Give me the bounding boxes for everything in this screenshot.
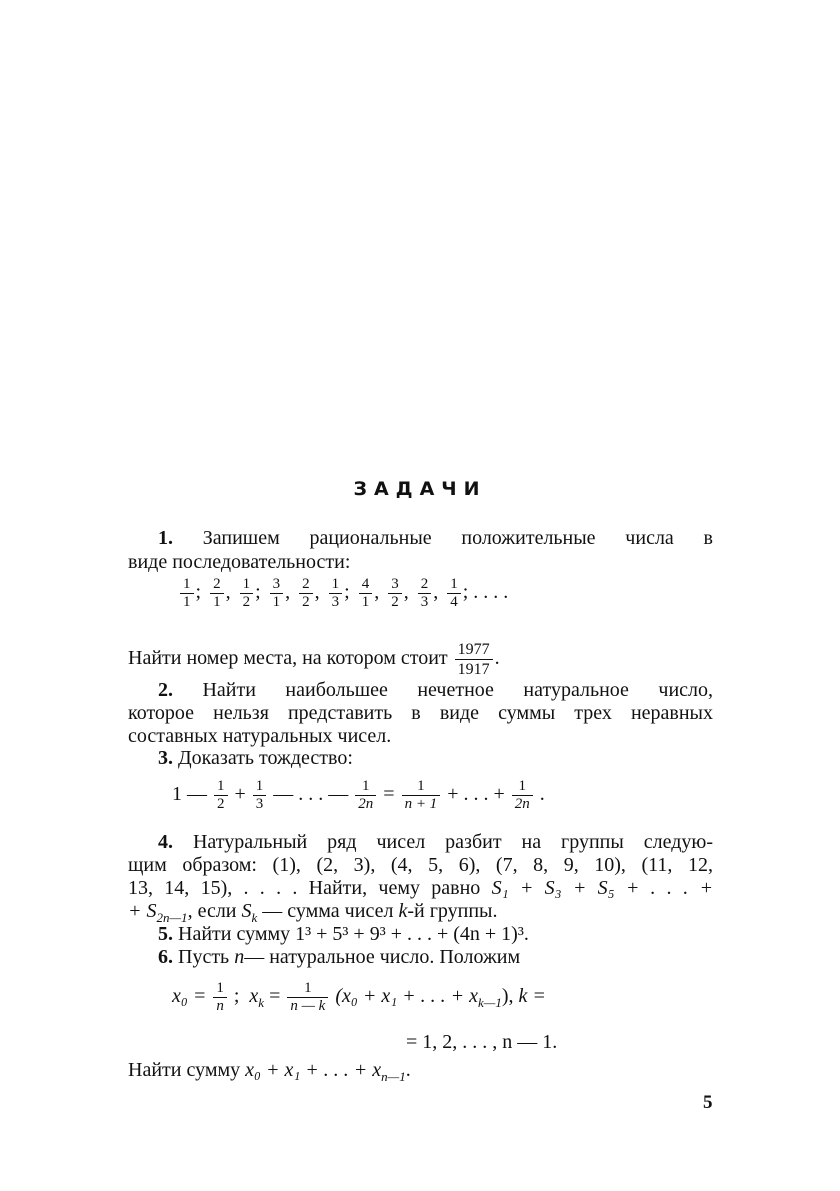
target-fraction — [455, 640, 493, 679]
separator: ; — [195, 581, 202, 604]
numerator: 3 — [391, 576, 399, 592]
sum-last-term: + S — [128, 900, 157, 922]
separator: ; — [344, 581, 350, 604]
s-symbol: S — [241, 900, 252, 922]
subscript: n—1 — [381, 1069, 406, 1084]
problem-3-number: 3. — [158, 747, 173, 769]
page-number: 5 — [703, 1092, 713, 1113]
denominator: n — [213, 997, 227, 1015]
sequence-fraction — [299, 576, 313, 611]
sum-parenthesis: (x₀ + x₁ + . . . + x — [335, 985, 479, 1008]
denominator: n + 1 — [402, 795, 441, 813]
denominator: 3 — [418, 593, 432, 611]
sequence-fraction — [180, 576, 194, 611]
sequence-fraction — [240, 576, 254, 611]
recurrence-continuation: = 1, 2, . . . , n — 1. — [406, 1031, 558, 1053]
numerator: 1 — [362, 778, 370, 794]
subscript: k — [251, 910, 258, 925]
separator: , — [433, 581, 439, 604]
numerator: 2 — [213, 576, 221, 592]
problem-2-line-2: которое нельзя представить в виде суммы трех неравных — [128, 702, 713, 724]
sequence-fraction — [210, 576, 224, 611]
text-group: -й группы. — [407, 900, 498, 922]
sequence-fraction — [359, 576, 373, 611]
denominator: 2n — [512, 795, 533, 813]
text-sum: — сумма чисел — [262, 900, 394, 922]
fraction-denominator: 1917 — [455, 659, 493, 679]
problem-6-number: 6. — [158, 946, 173, 968]
denominator: 4 — [447, 593, 461, 611]
problem-1-line-3 — [128, 640, 500, 679]
paren-close: ), — [501, 985, 514, 1008]
numerator: 1 — [331, 576, 340, 592]
denominator: 1 — [210, 593, 224, 611]
problem-4-line-3 — [128, 876, 713, 900]
recurrence-formula — [172, 980, 546, 1015]
x0-equals: x₀ = — [172, 985, 207, 1008]
sequence-fraction — [447, 576, 461, 611]
frac-1-2n-end — [512, 778, 533, 813]
numerator: 1 — [242, 576, 251, 592]
frac-1-3 — [253, 778, 267, 813]
ellipsis-plus: + . . . + — [447, 783, 505, 806]
separator: ; — [255, 581, 261, 604]
sum-expression: S₁ + S₃ + S₅ + . . . + — [491, 877, 714, 899]
denominator: 3 — [329, 593, 343, 611]
plus-sign: + — [234, 783, 246, 806]
numerator: 1 — [450, 576, 458, 592]
problem-4-number: 4. — [158, 831, 173, 853]
identity-formula — [172, 778, 545, 813]
numerator: 1 — [304, 980, 312, 996]
frac-1-n — [213, 980, 227, 1015]
section-heading: ЗАДАЧИ — [353, 478, 487, 500]
denominator: 2 — [240, 593, 254, 611]
numerator: 1 — [217, 778, 225, 794]
problem-6-text-1: — натуральное число. Положим — [244, 946, 521, 968]
problem-6-question: Найти сумму — [128, 1059, 241, 1081]
separator: , — [285, 581, 291, 604]
numerator: 2 — [420, 576, 429, 592]
denominator: 1 — [359, 593, 373, 611]
denominator: 2 — [214, 795, 228, 813]
denominator: 2n — [355, 795, 376, 813]
equals-sign: = — [269, 985, 281, 1008]
problem-1-number: 1. — [158, 527, 173, 549]
problem-6-line-1 — [158, 945, 520, 969]
numerator: 1 — [417, 778, 425, 794]
period: . — [539, 783, 545, 806]
period: . — [405, 1059, 411, 1081]
denominator: 2 — [299, 593, 313, 611]
problem-3-text: Доказать тождество: — [178, 747, 353, 769]
numerator: 2 — [302, 576, 310, 592]
n-symbol: n — [234, 946, 245, 968]
separator: , — [314, 581, 320, 604]
numerator: 1 — [255, 778, 264, 794]
problem-5-text: Найти сумму — [178, 923, 291, 945]
problem-3-line-1 — [158, 746, 353, 770]
numerator: 1 — [518, 778, 526, 794]
xk-symbol: x — [249, 985, 259, 1008]
numerator: 1 — [183, 576, 191, 592]
numerator: 4 — [361, 576, 370, 592]
fraction-numerator: 1977 — [457, 641, 490, 658]
frac-1-n-plus-1 — [402, 778, 441, 813]
problem-6-last-line — [128, 1058, 411, 1082]
separator: , — [225, 581, 231, 604]
problem-1-text-1: Запишем рациональные положительные числа в — [202, 527, 713, 549]
numerator: 3 — [272, 576, 281, 592]
frac-1-2n — [355, 778, 376, 813]
denominator: n — k — [287, 997, 328, 1015]
subscript: k—1 — [478, 995, 502, 1011]
frac-1-2 — [214, 778, 228, 813]
problem-4-line-2: щим образом: (1), (2, 3), (4, 5, 6), (7, 8, 9, 10), (11, 12, — [128, 854, 713, 876]
formula-one: 1 — — [172, 783, 207, 806]
problem-4-line-1 — [128, 830, 713, 854]
period: . — [494, 647, 500, 670]
equals-sign: = — [383, 783, 395, 806]
sequence-fraction — [388, 576, 402, 611]
problem-1-line-1 — [128, 526, 713, 550]
separator: ; . . . . — [462, 581, 509, 604]
problem-4-line-4 — [128, 899, 497, 923]
k-symbol: k — [398, 900, 408, 922]
ellipsis-minus: — . . . — — [273, 783, 349, 806]
target-sum: x₀ + x₁ + . . . + x — [245, 1059, 382, 1081]
problem-1-question: Найти номер места, на котором стоит — [128, 647, 448, 670]
sequence-fraction — [329, 576, 343, 611]
subscript: 2n—1 — [156, 910, 188, 925]
sequence-fraction — [418, 576, 432, 611]
problem-6-text-let: Пусть — [178, 946, 230, 968]
problem-1-line-2: виде последовательности: — [128, 551, 351, 573]
separator: , — [403, 581, 409, 604]
separator: , — [374, 581, 380, 604]
problem-4-text-3: 13, 14, 15), . . . . Найти, чему равно — [128, 877, 481, 899]
denominator: 1 — [270, 593, 284, 611]
problem-2-line-1 — [128, 678, 713, 702]
text-if: , если — [187, 900, 237, 922]
problem-2-line-3: составных натуральных чисел. — [128, 725, 392, 747]
problem-5-number: 5. — [158, 923, 173, 945]
problem-4-text-1: Натуральный ряд чисел разбит на группы следую- — [192, 831, 714, 853]
denominator: 3 — [253, 795, 267, 813]
fraction-sequence — [178, 576, 515, 611]
sequence-fraction — [270, 576, 284, 611]
denominator: 2 — [388, 593, 402, 611]
semicolon: ; — [233, 985, 240, 1008]
problem-2-number: 2. — [158, 679, 173, 701]
problem-5-expression: 1³ + 5³ + 9³ + . . . + (4n + 1)³. — [295, 923, 529, 945]
numerator: 1 — [216, 980, 224, 996]
k-equals: k = — [518, 985, 546, 1008]
subscript: k — [258, 995, 265, 1011]
problem-2-text-1: Найти наибольшее нечетное натуральное число, — [202, 679, 714, 701]
frac-1-n-minus-k — [287, 980, 328, 1015]
problem-5-line — [158, 922, 529, 946]
denominator: 1 — [180, 593, 194, 611]
